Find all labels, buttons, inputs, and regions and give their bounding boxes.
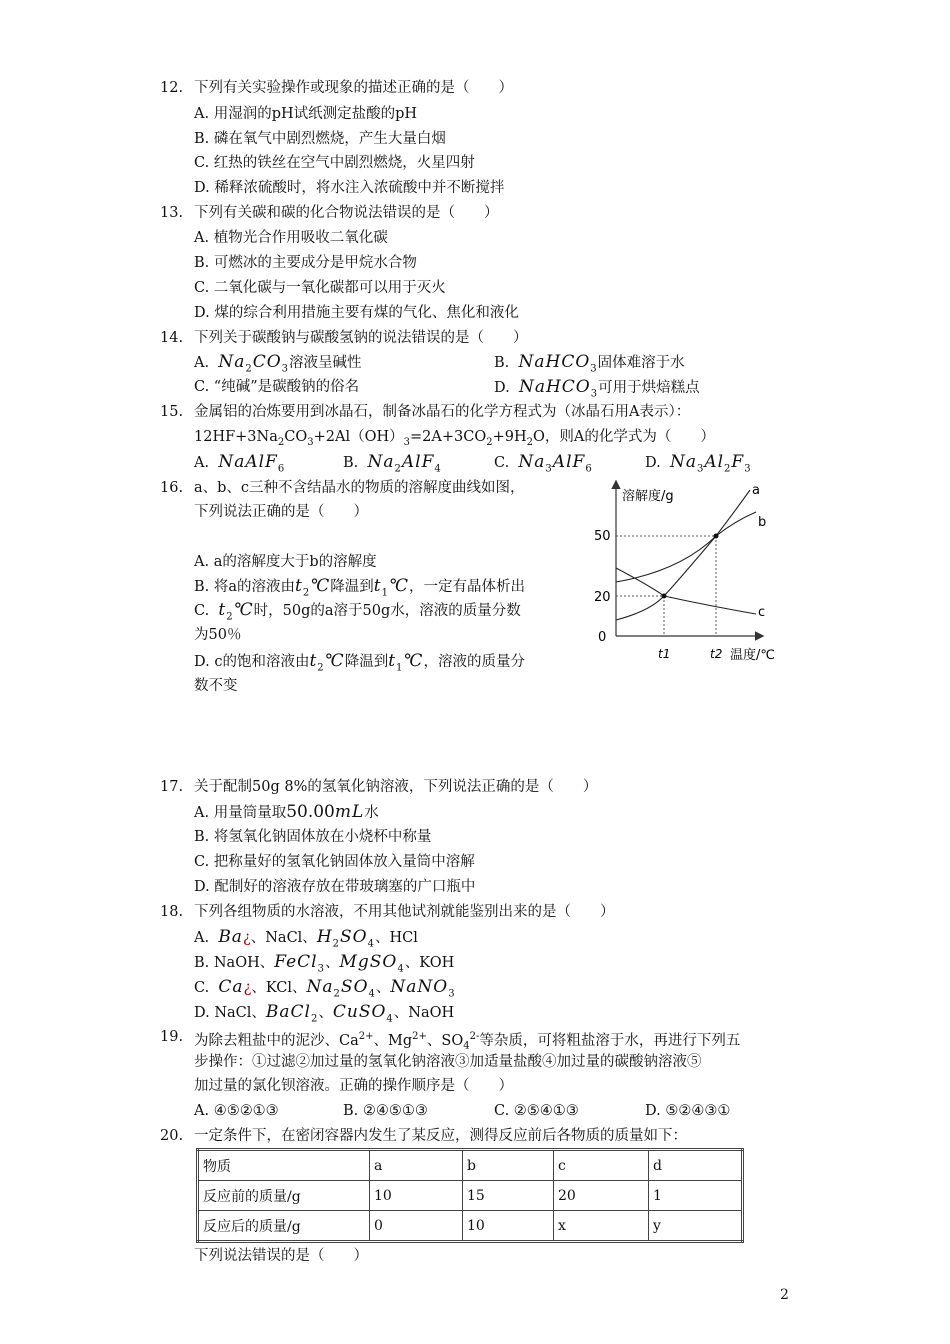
table-cell: 0 bbox=[370, 1211, 463, 1242]
q16-stem-line1: a、b、c三种不含结晶水的物质的溶解度曲线如图， bbox=[194, 480, 525, 496]
q12-option-a: A. 用湿润的pH试纸测定盐酸的pH bbox=[194, 106, 418, 122]
label-a: a bbox=[752, 483, 760, 498]
q14-option-d: D. NaHCO$_3$可用于烘焙糕点 bbox=[494, 377, 700, 400]
q15-option-b: B. $Na_2AlF_4$ bbox=[343, 452, 442, 475]
q13-stem: 下列有关碳和碳的化合物说法错误的是（ ） bbox=[194, 205, 499, 221]
q16-option-a: A. a的溶解度大于b的溶解度 bbox=[194, 554, 377, 570]
q14-option-c: C. “纯碱”是碳酸钠的俗名 bbox=[194, 379, 360, 395]
y-tick-50: 50 bbox=[594, 529, 611, 544]
table-cell: 物质 bbox=[198, 1150, 370, 1181]
table-row bbox=[198, 1211, 743, 1242]
q18-option-d: D. NaCl、BaCl$_2$、CuSO$_4$、NaOH bbox=[194, 1002, 455, 1025]
q13-option-c: C. 二氧化碳与一氧化碳都可以用于灭火 bbox=[194, 280, 446, 296]
q17-option-d: D. 配制好的溶液存放在带玻璃塞的广口瓶中 bbox=[194, 879, 476, 895]
q16-option-c: C. $t_2℃$时，50g的a溶于50g水，溶液的质量分数 bbox=[194, 600, 521, 623]
q19-stem-line3: 加过量的氯化钡溶液。正确的操作顺序是（ ） bbox=[194, 1078, 513, 1094]
solubility-chart bbox=[590, 476, 790, 676]
q20-number: 20. bbox=[160, 1128, 184, 1144]
table-cell: 20 bbox=[554, 1181, 649, 1211]
q12-option-b: B. 磷在氧气中剧烈燃烧，产生大量白烟 bbox=[194, 131, 446, 147]
curve-c bbox=[616, 568, 756, 614]
q18-number: 18. bbox=[160, 904, 184, 920]
table-cell: x bbox=[554, 1211, 649, 1242]
q13-option-a: A. 植物光合作用吸收二氧化碳 bbox=[194, 230, 388, 246]
q17-option-a: A. 用量筒量取50.00mL水 bbox=[194, 802, 379, 822]
table-cell: b bbox=[463, 1150, 554, 1181]
q17-option-c: C. 把称量好的氢氧化钠固体放入量筒中溶解 bbox=[194, 854, 475, 870]
q19-option-c: C. ②⑤④①③ bbox=[494, 1103, 579, 1119]
table-cell: 反应前的质量/g bbox=[198, 1181, 370, 1211]
y-tick-20: 20 bbox=[594, 590, 611, 605]
q19-stem-line2: 步操作：①过滤②加过量的氢氧化钠溶液③加适量盐酸④加过量的碳酸钠溶液⑤ bbox=[194, 1054, 702, 1070]
q16-option-b: B. 将a的溶液由$t_2℃$降温到$t_1℃$，一定有晶体析出 bbox=[194, 576, 526, 599]
q14-option-b: B. NaHCO$_3$固体难溶于水 bbox=[494, 352, 685, 375]
x-tick-t2: t2 bbox=[710, 647, 723, 661]
q17-number: 17. bbox=[160, 779, 184, 795]
q15-equation: $12HF+3Na_2CO_3+2Al(OH)_3=2A+3CO_2+9H_2O$，则A的化学式为（ ） bbox=[194, 429, 715, 448]
table-cell: 反应后的质量/g bbox=[198, 1211, 370, 1242]
q19-stem-line1: 为除去粗盐中的泥沙、$Ca^{2+}$、$Mg^{2+}$、$SO_4^{2-}$等杂质，可将粗盐溶于水，再进行下列五 bbox=[194, 1031, 741, 1052]
q17-option-b: B. 将氢氧化钠固体放在小烧杯中称量 bbox=[194, 829, 432, 845]
y-axis-label: 溶解度/g bbox=[622, 489, 674, 504]
q12-option-c: C. 红热的铁丝在空气中剧烈燃烧，火星四射 bbox=[194, 155, 475, 171]
q18-stem: 下列各组物质的水溶液，不用其他试剂就能鉴别出来的是（ ） bbox=[194, 904, 615, 920]
table-cell: 10 bbox=[463, 1211, 554, 1242]
table-row bbox=[198, 1150, 743, 1181]
q15-stem: 金属铝的冶炼要用到冰晶石，制备冰晶石的化学方程式为（冰晶石用A表示）： bbox=[194, 404, 691, 420]
q13-option-d: D. 煤的综合利用措施主要有煤的气化、焦化和液化 bbox=[194, 305, 519, 321]
q19-option-b: B. ②④⑤①③ bbox=[343, 1103, 428, 1119]
label-b: b bbox=[758, 515, 767, 530]
q20-mass-table bbox=[196, 1148, 744, 1243]
q19-option-a: A. ④⑤②①③ bbox=[194, 1103, 279, 1119]
q16-number: 16. bbox=[160, 480, 184, 496]
table-cell: c bbox=[554, 1150, 649, 1181]
q18-option-c: C. Ca¿、KCl、$Na_2SO_4$、NaNO$_3$ bbox=[194, 977, 456, 1000]
q14-stem: 下列关于碳酸钠与碳酸氢钠的说法错误的是（ ） bbox=[194, 330, 528, 346]
q14-option-a: A. $Na_2CO_3$溶液呈碱性 bbox=[194, 352, 362, 375]
label-c: c bbox=[758, 605, 766, 620]
q20-stem: 一定条件下，在密闭容器内发生了某反应，测得反应前后各物质的质量如下： bbox=[194, 1128, 687, 1144]
q16-option-c-cont: 为50％ bbox=[194, 627, 242, 643]
q19-number: 19. bbox=[160, 1029, 184, 1045]
q13-option-b: B. 可燃冰的主要成分是甲烷水合物 bbox=[194, 255, 417, 271]
x-tick-t1: t1 bbox=[658, 647, 671, 661]
q12-stem: 下列有关实验操作或现象的描述正确的是（ ） bbox=[194, 80, 513, 96]
x-axis-label: 温度/℃ bbox=[730, 648, 775, 663]
q15-option-c: C. $Na_3AlF_6$ bbox=[494, 452, 593, 475]
q20-followup: 下列说法错误的是（ ） bbox=[194, 1248, 368, 1264]
q16-option-d-cont: 数不变 bbox=[194, 678, 238, 694]
q18-option-b: B. NaOH、FeCl$_3$、MgSO$_4$、KOH bbox=[194, 952, 455, 975]
q15-option-a: A. NaAlF$_6$ bbox=[194, 452, 286, 475]
q18-option-a: A. Ba¿、NaCl、$H_2SO_4$、HCl bbox=[194, 927, 418, 950]
table-cell: y bbox=[649, 1211, 743, 1242]
q16-stem-line2: 下列说法正确的是（ ） bbox=[194, 504, 368, 520]
q12-option-d: D. 稀释浓硫酸时，将水注入浓硫酸中并不断搅拌 bbox=[194, 180, 505, 196]
page-number: 2 bbox=[780, 1287, 789, 1303]
q12-number: 12. bbox=[160, 80, 184, 96]
q14-number: 14. bbox=[160, 330, 184, 346]
table-row bbox=[198, 1181, 743, 1211]
q17-stem: 关于配制50g 8%的氢氧化钠溶液，下列说法正确的是（ ） bbox=[194, 779, 598, 795]
q15-option-d: D. $Na_3Al_2F_3$ bbox=[645, 452, 752, 475]
q13-number: 13. bbox=[160, 205, 184, 221]
table-cell: d bbox=[649, 1150, 743, 1181]
y-tick-0: 0 bbox=[598, 630, 607, 645]
intersection-t2 bbox=[714, 534, 719, 539]
table-cell: 10 bbox=[370, 1181, 463, 1211]
q19-option-d: D. ⑤②④③① bbox=[645, 1103, 731, 1119]
table-cell: a bbox=[370, 1150, 463, 1181]
q16-option-d: D. c的饱和溶液由$t_2℃$降温到$t_1℃$，溶液的质量分 bbox=[194, 651, 525, 674]
intersection-t1 bbox=[662, 594, 667, 599]
table-cell: 1 bbox=[649, 1181, 743, 1211]
table-cell: 15 bbox=[463, 1181, 554, 1211]
q15-number: 15. bbox=[160, 404, 184, 420]
